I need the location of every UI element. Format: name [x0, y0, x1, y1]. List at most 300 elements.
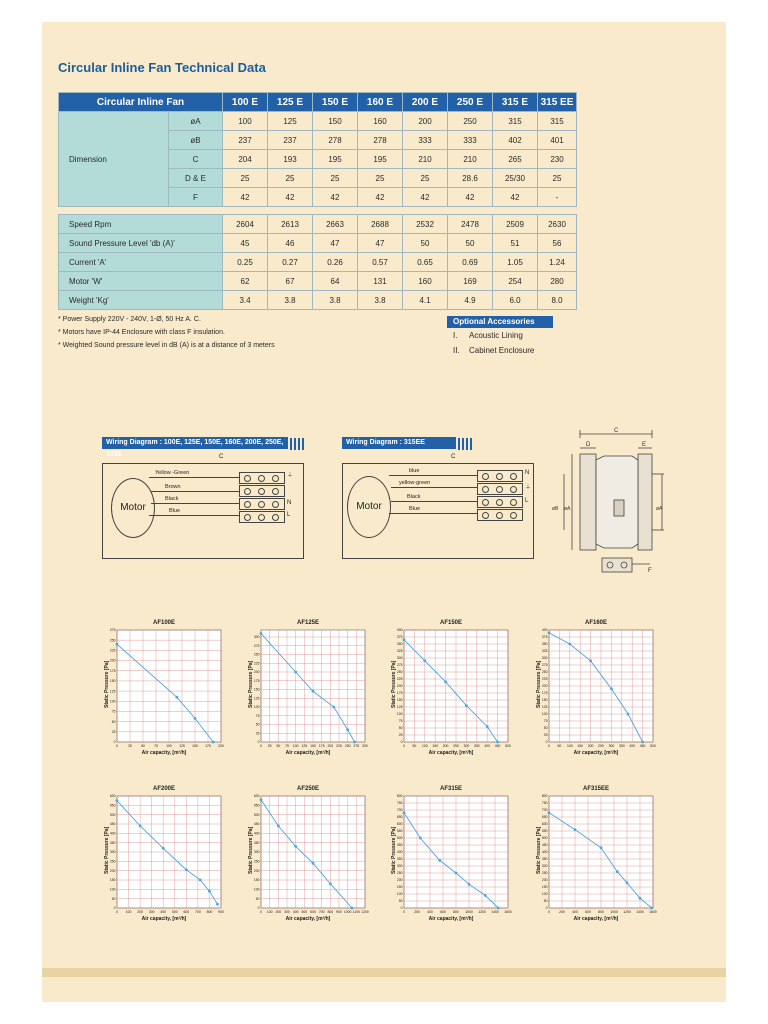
table-cell: 25	[268, 169, 313, 188]
y-tick-label: 0	[545, 740, 548, 745]
chart-title: AF100E	[152, 620, 175, 626]
table-cell: 28.6	[448, 169, 493, 188]
y-tick-label: 150	[109, 679, 116, 684]
y-tick-label: 50	[543, 899, 548, 904]
y-tick-label: 400	[253, 831, 260, 836]
banner-stripes	[290, 437, 306, 449]
data-point	[639, 897, 642, 900]
performance-chart	[535, 620, 657, 762]
y-tick-label: 100	[109, 887, 116, 892]
table-cell: 1.05	[493, 253, 538, 272]
chart-plot	[103, 786, 225, 928]
x-tick-label: 1200	[478, 910, 486, 914]
y-tick-label: 500	[109, 812, 116, 817]
x-tick-label: 1200	[361, 910, 369, 914]
y-tick-label: 300	[253, 635, 260, 640]
y-tick-label: 175	[253, 678, 260, 683]
table-cell: 4.9	[448, 291, 493, 310]
data-point	[260, 798, 263, 801]
x-tick-label: 350	[473, 744, 480, 748]
y-axis-label: Static Pressure [Pa]	[536, 826, 542, 874]
y-tick-label: 100	[253, 705, 260, 710]
data-point	[116, 643, 119, 646]
wire-label: Yellow -Green	[155, 470, 190, 476]
y-axis-label: Static Pressure [Pa]	[248, 826, 254, 874]
data-point	[484, 894, 487, 897]
table-cell: 2532	[403, 215, 448, 234]
x-tick-label: 175	[205, 744, 211, 748]
data-point	[548, 811, 551, 814]
wire-label: Black	[407, 494, 421, 500]
y-tick-label: 550	[396, 829, 403, 834]
x-axis-label: Air capacity, [m³/h]	[285, 750, 331, 756]
x-tick-label: 300	[608, 744, 615, 748]
table-cell: 237	[268, 131, 313, 150]
wire	[389, 475, 477, 476]
y-tick-label: 50	[111, 896, 116, 901]
x-tick-label: 225	[336, 744, 342, 748]
x-axis-label: Air capacity, [m³/h]	[573, 750, 619, 756]
y-axis-label: Static Pressure [Pa]	[104, 826, 110, 874]
y-tick-label: 150	[109, 878, 116, 883]
x-tick-label: 50	[557, 744, 562, 748]
data-point	[641, 741, 644, 744]
x-tick-label: 1600	[649, 910, 657, 914]
y-tick-label: 200	[109, 658, 116, 663]
data-point	[650, 907, 653, 910]
y-tick-label: 200	[541, 684, 548, 689]
table-spacer	[59, 207, 577, 215]
table-cell: 42	[403, 188, 448, 207]
y-tick-label: 400	[541, 850, 548, 855]
x-tick-label: 200	[327, 744, 334, 748]
x-tick-label: 25	[128, 744, 132, 748]
performance-chart	[390, 786, 512, 928]
data-point	[199, 879, 202, 882]
y-tick-label: 150	[253, 878, 260, 883]
x-tick-label: 500	[301, 910, 308, 914]
data-point	[610, 687, 613, 690]
table-cell: 0.57	[358, 253, 403, 272]
x-tick-label: 0	[260, 744, 262, 748]
model-header: 315 E	[493, 93, 538, 112]
model-header: 125 E	[268, 93, 313, 112]
y-tick-label: 300	[541, 656, 548, 661]
y-tick-label: 375	[541, 635, 548, 640]
y-tick-label: 50	[398, 899, 403, 904]
table-cell: 62	[223, 272, 268, 291]
model-header: 150 E	[313, 93, 358, 112]
x-tick-label: 700	[195, 910, 201, 914]
chart-plot	[247, 620, 369, 762]
chart-plot	[390, 786, 512, 928]
table-row	[59, 234, 577, 253]
y-tick-label: 325	[541, 649, 548, 654]
row-label: F	[169, 188, 223, 207]
motor-symbol: Motor	[111, 478, 155, 538]
accessory-label: Acoustic Lining	[469, 331, 523, 340]
table-cell: 2478	[448, 215, 493, 234]
table-cell: 150	[313, 112, 358, 131]
motor-symbol: Motor	[347, 476, 391, 538]
table-cell: 42	[268, 188, 313, 207]
x-tick-label: 450	[494, 744, 501, 748]
data-point	[185, 868, 188, 871]
x-axis-label: Air capacity, [m³/h]	[141, 916, 187, 922]
x-tick-label: 500	[505, 744, 511, 748]
x-tick-label: 250	[344, 744, 351, 748]
wire-label: blue	[409, 468, 420, 474]
x-tick-label: 500	[650, 744, 656, 748]
wire	[391, 501, 477, 502]
table-cell: 195	[358, 150, 403, 169]
accessory-item	[453, 328, 553, 343]
note-line: * Motors have IP-44 Enclosure with class F insulation.	[58, 329, 225, 336]
y-tick-label: 0	[400, 906, 403, 911]
y-tick-label: 100	[541, 712, 548, 717]
data-point	[403, 638, 406, 641]
x-tick-label: 1000	[610, 910, 618, 914]
model-header: 315 EE	[538, 93, 577, 112]
x-tick-label: 200	[275, 910, 282, 914]
dim-label: øA	[656, 506, 663, 512]
y-tick-label: 200	[396, 878, 403, 883]
y-tick-label: 25	[255, 731, 260, 736]
y-tick-label: 350	[396, 857, 403, 862]
x-tick-label: 300	[284, 910, 290, 914]
x-tick-label: 400	[292, 910, 299, 914]
row-label: Motor 'W'	[59, 272, 223, 291]
y-tick-label: 550	[109, 803, 116, 808]
data-point	[139, 824, 142, 827]
data-point	[419, 837, 422, 840]
table-cell: 50	[448, 234, 493, 253]
data-point	[212, 741, 215, 744]
x-tick-label: 100	[166, 744, 172, 748]
y-tick-label: 25	[111, 730, 116, 735]
wiring-banner: Wiring Diagram : 100E, 125E, 150E, 160E, 200E, 250E, 315E	[102, 437, 288, 449]
x-tick-label: 600	[183, 910, 190, 914]
capacitor-label: C	[451, 454, 456, 460]
x-axis-label: Air capacity, [m³/h]	[285, 916, 331, 922]
dimension-group-label: Dimension	[59, 112, 169, 207]
data-point	[403, 811, 406, 814]
wire	[149, 477, 239, 478]
y-axis-label: Static Pressure [Pa]	[391, 826, 397, 874]
table-cell: 131	[358, 272, 403, 291]
y-tick-label: 0	[257, 906, 260, 911]
table-cell: 45	[223, 234, 268, 253]
y-tick-label: 600	[396, 822, 403, 827]
table-cell: 6.0	[493, 291, 538, 310]
y-tick-label: 75	[255, 713, 260, 718]
terminal	[239, 485, 285, 497]
data-point	[548, 631, 551, 634]
row-label: øA	[169, 112, 223, 131]
table-cell: 25	[223, 169, 268, 188]
wire	[391, 487, 477, 488]
x-tick-label: 400	[160, 910, 167, 914]
performance-chart	[390, 620, 512, 762]
y-tick-label: 650	[396, 815, 403, 820]
x-tick-label: 200	[442, 744, 449, 748]
y-tick-label: 200	[541, 878, 548, 883]
x-tick-label: 200	[414, 910, 420, 914]
table-cell: 280	[538, 272, 577, 291]
y-tick-label: 250	[396, 670, 403, 675]
y-tick-label: 300	[253, 850, 260, 855]
y-tick-label: 0	[545, 906, 548, 911]
y-tick-label: 800	[396, 794, 403, 799]
y-tick-label: 125	[253, 696, 260, 701]
x-tick-label: 500	[171, 910, 178, 914]
table-cell: 42	[448, 188, 493, 207]
table-cell: 315	[538, 112, 577, 131]
x-tick-label: 1000	[343, 910, 352, 914]
model-header: 250 E	[448, 93, 493, 112]
wire-label: Black	[165, 496, 179, 502]
chart-plot	[103, 620, 225, 762]
y-tick-label: 350	[541, 642, 548, 647]
data-point	[216, 903, 219, 906]
x-tick-label: 300	[362, 744, 368, 748]
row-label: Weight 'Kg'	[59, 291, 223, 310]
table-cell: 2613	[268, 215, 313, 234]
table-cell: 402	[493, 131, 538, 150]
y-tick-label: 25	[398, 733, 403, 738]
data-point	[329, 882, 332, 885]
wiring-box	[102, 454, 304, 559]
table-cell: 46	[268, 234, 313, 253]
chart-title: AF315E	[439, 786, 462, 792]
x-tick-label: 1000	[465, 910, 473, 914]
table-cell: 3.8	[358, 291, 403, 310]
y-tick-label: 350	[396, 642, 403, 647]
note-line: * Weighted Sound pressure level in dB (A) is at a distance of 3 meters	[58, 342, 275, 349]
y-axis-label: Static Pressure [Pa]	[536, 660, 542, 708]
model-header: 200 E	[403, 93, 448, 112]
data-point	[568, 643, 571, 646]
dim-label: øA	[564, 506, 571, 512]
table-cell: 401	[538, 131, 577, 150]
x-tick-label: 1400	[636, 910, 644, 914]
x-tick-label: 50	[412, 744, 417, 748]
y-tick-label: 700	[541, 808, 548, 813]
x-tick-label: 0	[403, 910, 405, 914]
y-tick-label: 250	[109, 859, 116, 864]
chart-title: AF150E	[439, 620, 462, 626]
y-tick-label: 750	[541, 801, 548, 806]
y-tick-label: 400	[396, 850, 403, 855]
data-point	[468, 883, 471, 886]
table-cell: 3.4	[223, 291, 268, 310]
x-tick-label: 200	[137, 910, 143, 914]
table-cell: 25	[538, 169, 577, 188]
data-point	[589, 659, 592, 662]
x-tick-label: 0	[548, 744, 550, 748]
x-axis-label: Air capacity, [m³/h]	[573, 916, 619, 922]
y-tick-label: 125	[396, 705, 403, 710]
y-tick-label: 125	[541, 705, 548, 710]
y-tick-label: 0	[113, 740, 116, 745]
x-axis-label: Air capacity, [m³/h]	[428, 750, 474, 756]
table-cell: 2630	[538, 215, 577, 234]
y-tick-label: 500	[253, 812, 260, 817]
page-title: Circular Inline Fan Technical Data	[58, 60, 266, 75]
table-cell: 160	[358, 112, 403, 131]
y-axis-label: Static Pressure [Pa]	[248, 660, 254, 708]
terminal-label: L	[287, 512, 291, 518]
x-tick-label: 800	[598, 910, 604, 914]
table-cell: 100	[223, 112, 268, 131]
x-tick-label: 450	[639, 744, 646, 748]
y-tick-label: 50	[543, 726, 548, 731]
x-tick-label: 50	[141, 744, 145, 748]
table-cell: 2688	[358, 215, 403, 234]
x-tick-label: 150	[192, 744, 198, 748]
y-tick-label: 275	[541, 663, 548, 668]
y-tick-label: 200	[253, 868, 260, 873]
table-cell: 0.25	[223, 253, 268, 272]
table-cell: 315	[493, 112, 538, 131]
model-header: 100 E	[223, 93, 268, 112]
x-tick-label: 200	[587, 744, 594, 748]
y-tick-label: 25	[543, 733, 548, 738]
table-cell: 2663	[313, 215, 358, 234]
data-point	[455, 872, 458, 875]
terminal-label: N	[287, 500, 292, 506]
y-tick-label: 150	[541, 698, 548, 703]
y-tick-label: 0	[113, 906, 116, 911]
x-tick-label: 400	[427, 910, 433, 914]
y-tick-label: 200	[109, 868, 116, 873]
performance-chart	[535, 786, 657, 928]
table-cell: 25/30	[493, 169, 538, 188]
dim-label: D	[586, 442, 591, 448]
x-tick-label: 1100	[352, 910, 360, 914]
x-tick-label: 0	[260, 910, 262, 914]
accessories-title: Optional Accessories	[447, 316, 553, 328]
accessory-num: II.	[453, 346, 460, 355]
data-point	[260, 632, 263, 635]
ground-symbol: ⏚	[525, 485, 532, 491]
table-cell: 25	[313, 169, 358, 188]
chart-title: AF160E	[584, 620, 607, 626]
dim-label: F	[648, 568, 652, 574]
y-tick-label: 225	[253, 661, 260, 666]
x-axis-label: Air capacity, [m³/h]	[141, 750, 187, 756]
data-point	[116, 799, 119, 802]
table-row	[59, 272, 577, 291]
banner-stripes	[458, 437, 474, 449]
x-tick-label: 75	[285, 744, 289, 748]
terminal	[477, 509, 523, 521]
x-tick-label: 25	[267, 744, 272, 748]
data-point	[162, 847, 165, 850]
table-cell: 1.24	[538, 253, 577, 272]
wire-label: Brown	[165, 484, 181, 490]
terminal	[477, 483, 523, 495]
y-tick-label: 550	[253, 803, 260, 808]
table-cell: 195	[313, 150, 358, 169]
y-tick-label: 350	[541, 857, 548, 862]
row-label: Speed Rpm	[59, 215, 223, 234]
table-corner: Circular Inline Fan	[59, 93, 223, 112]
wire	[389, 513, 477, 514]
performance-chart	[247, 786, 369, 928]
table-cell: 125	[268, 112, 313, 131]
table-cell: 64	[313, 272, 358, 291]
x-tick-label: 125	[301, 744, 308, 748]
data-point	[312, 690, 315, 693]
table-row	[59, 112, 577, 131]
table-cell: 169	[448, 272, 493, 291]
y-tick-label: 75	[398, 719, 403, 724]
data-point	[423, 659, 426, 662]
y-tick-label: 100	[541, 892, 548, 897]
y-tick-label: 100	[396, 892, 403, 897]
data-point	[438, 859, 441, 862]
x-tick-label: 125	[179, 744, 185, 748]
y-tick-label: 125	[109, 689, 116, 694]
x-tick-label: 900	[218, 910, 224, 914]
wiring-diagram-left	[102, 437, 308, 567]
y-tick-label: 150	[396, 698, 403, 703]
x-tick-label: 175	[318, 744, 325, 748]
y-tick-label: 400	[541, 628, 548, 633]
optional-accessories	[447, 316, 553, 358]
table-cell: 2604	[223, 215, 268, 234]
capacitor-label: C	[219, 454, 224, 460]
y-tick-label: 0	[257, 740, 260, 745]
y-tick-label: 600	[541, 822, 548, 827]
y-tick-label: 600	[253, 794, 260, 799]
row-label: D & E	[169, 169, 223, 188]
y-tick-label: 275	[109, 628, 116, 633]
wire-label: Blue	[409, 506, 421, 512]
y-axis-label: Static Pressure [Pa]	[391, 660, 397, 708]
y-tick-label: 225	[396, 677, 403, 682]
y-tick-label: 450	[253, 822, 260, 827]
data-point	[332, 706, 335, 709]
chart-title: AF250E	[296, 786, 319, 792]
table-row	[59, 253, 577, 272]
table-cell: 265	[493, 150, 538, 169]
y-tick-label: 550	[541, 829, 548, 834]
table-cell: 47	[313, 234, 358, 253]
table-cell: 42	[223, 188, 268, 207]
y-tick-label: 100	[109, 699, 116, 704]
y-tick-label: 175	[109, 668, 116, 673]
x-tick-label: 150	[577, 744, 584, 748]
x-tick-label: 1600	[504, 910, 512, 914]
table-cell: 193	[268, 150, 313, 169]
y-tick-label: 600	[109, 794, 116, 799]
y-tick-label: 75	[543, 719, 548, 724]
data-point	[208, 890, 211, 893]
y-tick-label: 225	[109, 648, 116, 653]
table-cell: 47	[358, 234, 403, 253]
y-tick-label: 100	[253, 887, 260, 892]
fan-dimension-drawing	[552, 424, 682, 580]
table-cell: 3.8	[268, 291, 313, 310]
x-tick-label: 75	[154, 744, 158, 748]
wire	[149, 515, 239, 516]
data-point	[175, 696, 178, 699]
x-tick-label: 100	[125, 910, 132, 914]
terminal	[477, 470, 523, 482]
x-tick-label: 250	[598, 744, 604, 748]
